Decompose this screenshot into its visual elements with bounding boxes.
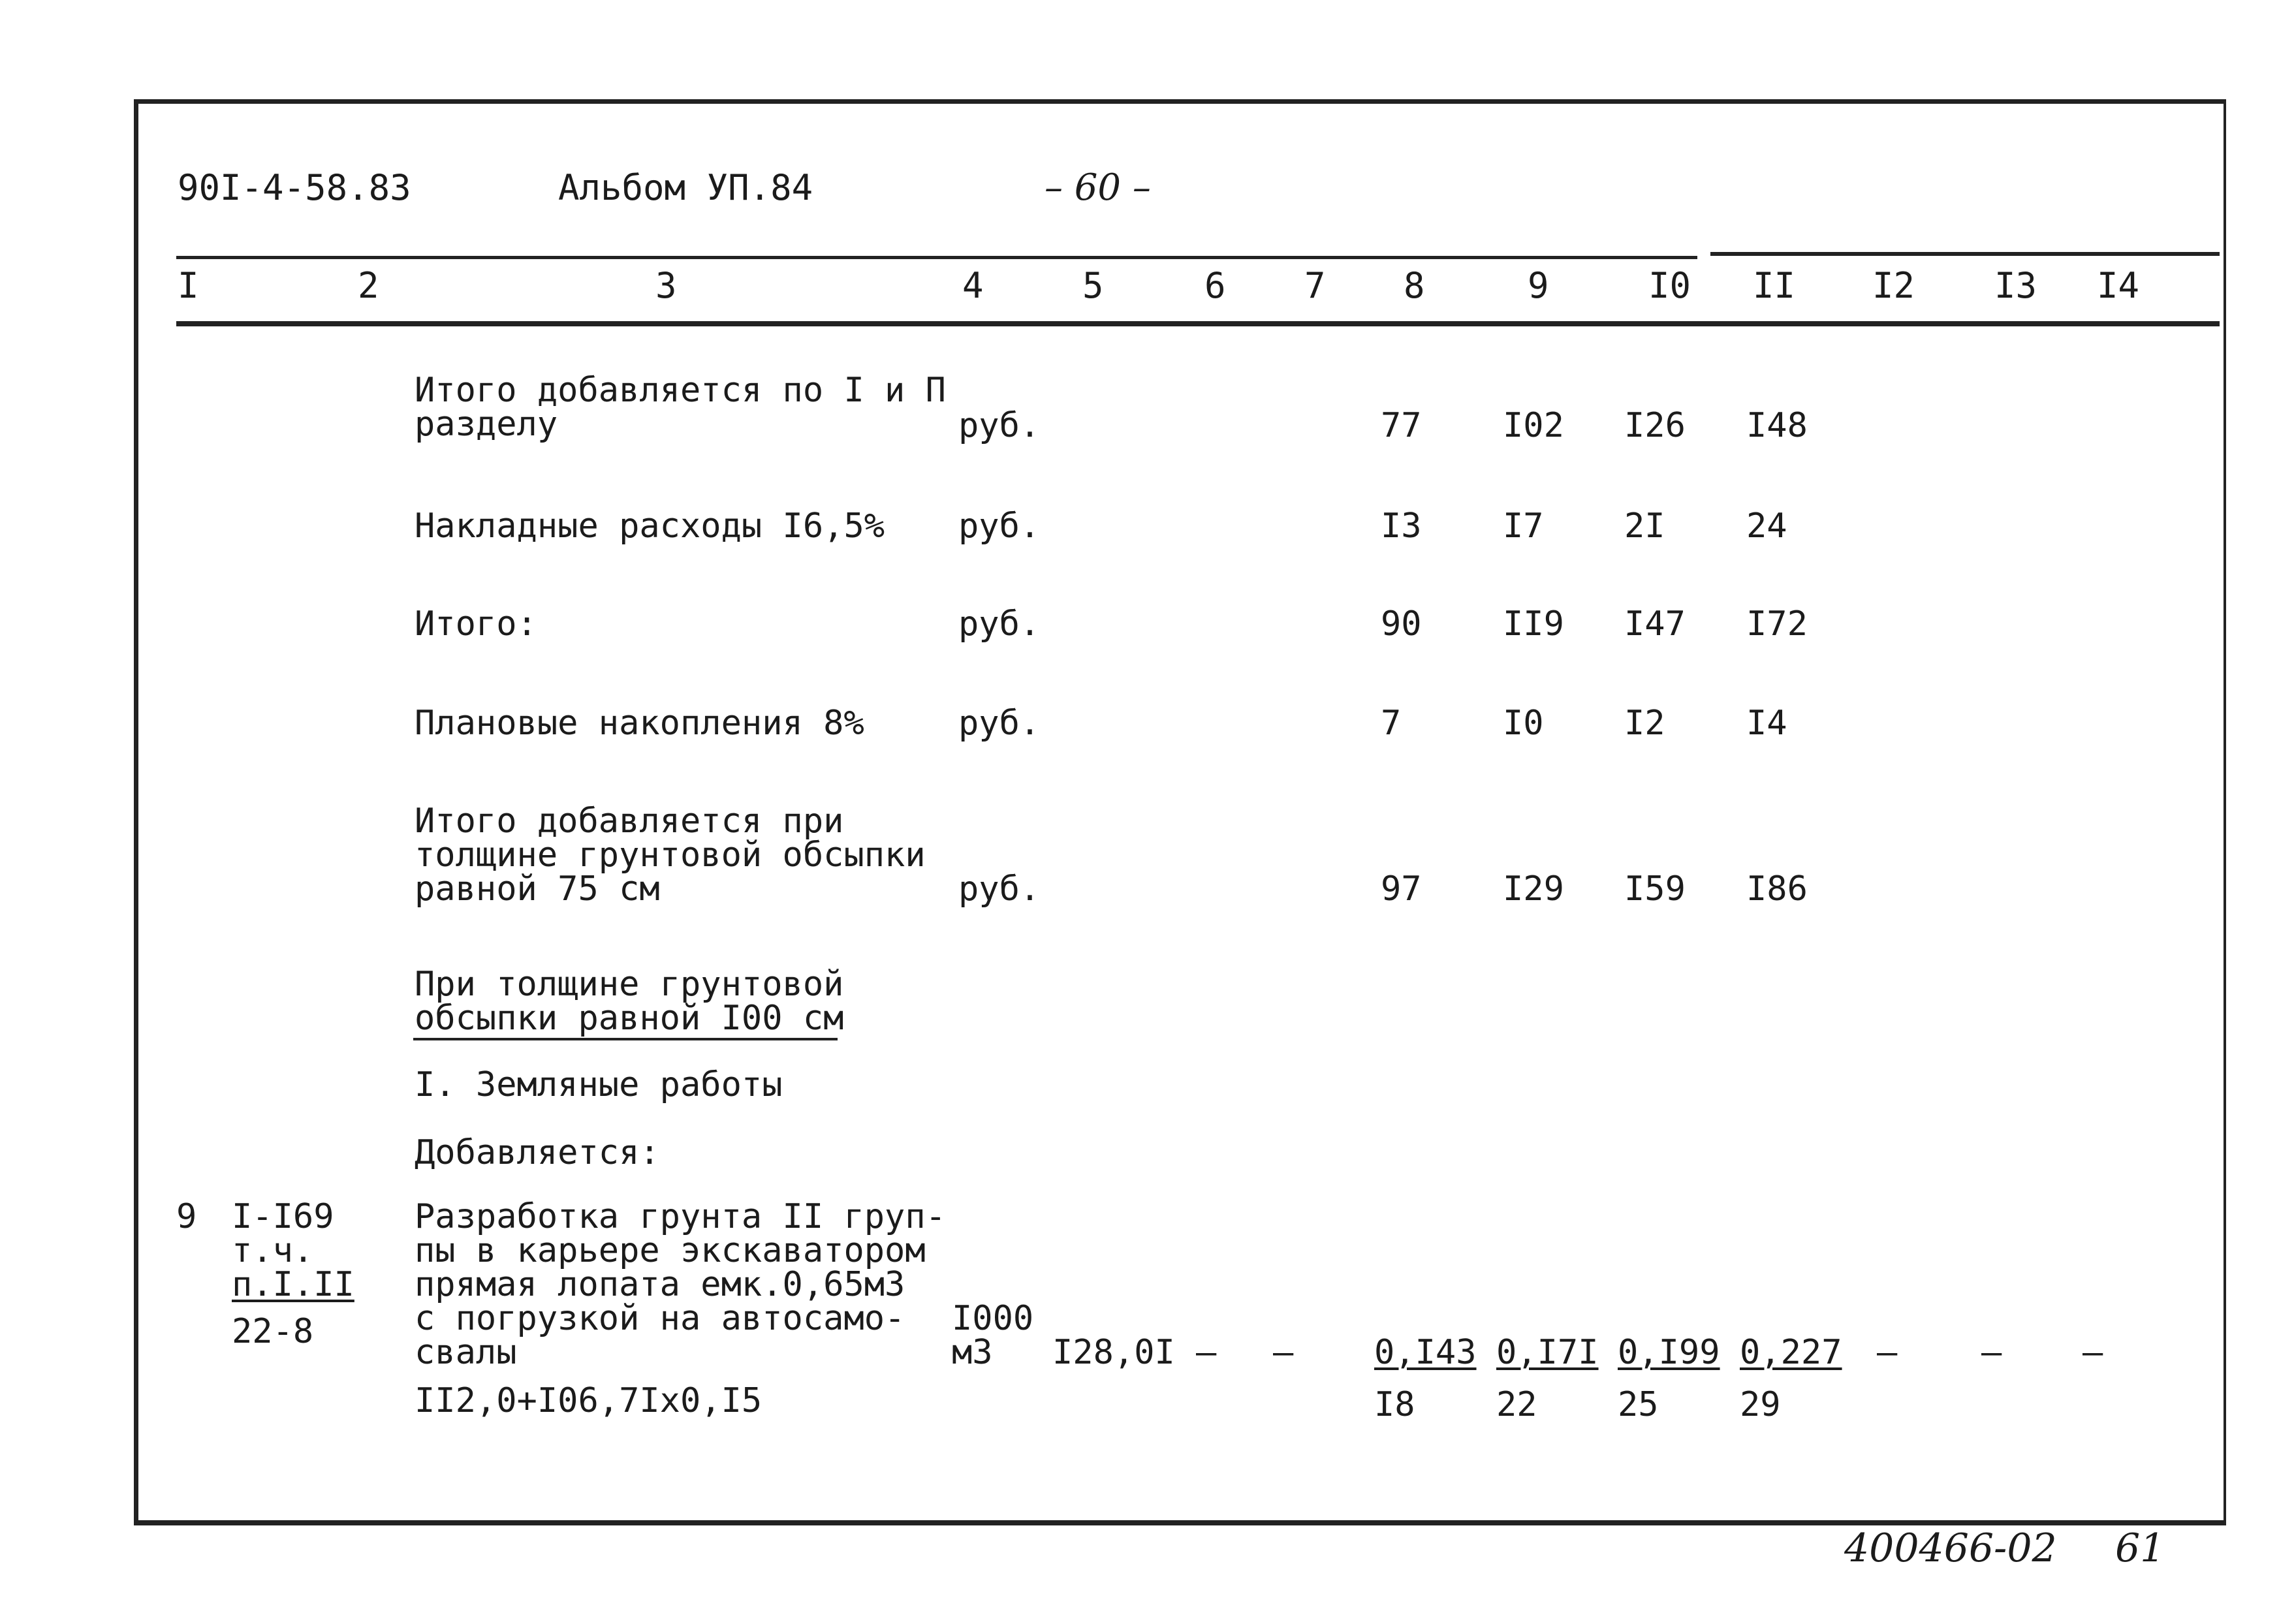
sheet-number: 61 <box>2115 1525 2165 1571</box>
item-number: 9 <box>176 1197 197 1236</box>
row-1-unit: руб. <box>958 406 1041 445</box>
row-4-col10: I2 <box>1624 704 1665 743</box>
row-3-col11: I72 <box>1746 604 1808 644</box>
col-13-header: I3 <box>1994 265 2037 306</box>
col-14-header: I4 <box>2097 265 2140 306</box>
album-label: Альбом УП.84 <box>558 167 813 208</box>
row-2-col8: I3 <box>1381 507 1422 546</box>
item-col6: – <box>1196 1333 1217 1372</box>
item-col10-value: 0,I99 <box>1618 1333 1720 1372</box>
item-col8-total: I8 <box>1374 1385 1415 1424</box>
row-1-col8: 77 <box>1381 406 1422 445</box>
item-formula: II2,0+I06,7Iх0,I5 <box>415 1381 762 1420</box>
item-col5: I28,0I <box>1052 1333 1175 1372</box>
row-3-name: Итого: <box>415 604 537 644</box>
page-number: – 60 – <box>1045 166 1151 209</box>
row-5-col11: I86 <box>1746 869 1808 909</box>
subsection-title: I. Земляные работы <box>415 1065 783 1104</box>
item-ref-2: т.ч. <box>232 1231 314 1270</box>
item-col9-value: 0,I7I <box>1496 1333 1599 1372</box>
item-col10-total: 25 <box>1618 1385 1659 1424</box>
document-code: 90I-4-58.83 <box>178 167 411 208</box>
row-3-unit: руб. <box>958 604 1041 644</box>
row-1-col9: I02 <box>1503 406 1564 445</box>
row-2-col9: I7 <box>1503 507 1544 546</box>
item-col12: – <box>1877 1333 1898 1372</box>
item-col11-total: 29 <box>1740 1385 1781 1424</box>
item-ref-3: п.I.II <box>232 1265 354 1304</box>
item-col9-total: 22 <box>1496 1385 1537 1424</box>
row-5-col9: I29 <box>1503 869 1564 909</box>
item-col13: – <box>1981 1333 2002 1372</box>
row-2-unit: руб. <box>958 507 1041 546</box>
row-4-col11: I4 <box>1746 704 1787 743</box>
row-5-name: Итого добавляется при толщине грунтовой обсыпки равной 75 см <box>415 802 926 909</box>
col-1-header: I <box>178 265 199 306</box>
row-3-col8: 90 <box>1381 604 1422 644</box>
header-rule-top-right <box>1710 252 2220 256</box>
row-1-name: Итого добавляется по I и П разделу <box>415 371 946 444</box>
col-8-header: 8 <box>1404 265 1425 306</box>
row-3-col9: II9 <box>1503 604 1564 644</box>
col-2-header: 2 <box>358 265 379 306</box>
item-name: Разработка грунта II груп- пы в карьере экскаватором прямая лопата емк.0,65м3 с погрузкой на автосамо- свалы <box>415 1197 946 1372</box>
row-4-name: Плановые накопления 8% <box>415 704 864 743</box>
row-4-col8: 7 <box>1381 704 1402 743</box>
col-6-header: 6 <box>1204 265 1226 306</box>
item-col7: – <box>1273 1333 1294 1372</box>
row-2-name: Накладные расходы I6,5% <box>415 507 885 546</box>
header-rule-top-left <box>176 256 1697 259</box>
archive-stamp: 400466-02 <box>1844 1525 2057 1571</box>
row-1-col10: I26 <box>1624 406 1686 445</box>
row-3-col10: I47 <box>1624 604 1686 644</box>
section-heading-underline <box>413 1038 838 1040</box>
row-5-unit: руб. <box>958 869 1041 909</box>
item-ref-1: I-I69 <box>232 1197 334 1236</box>
item-col11-value: 0,227 <box>1740 1333 1842 1372</box>
row-4-col9: I0 <box>1503 704 1544 743</box>
section-heading: При толщине грунтовой обсыпки равной I00 см <box>415 965 844 1038</box>
col-4-header: 4 <box>962 265 984 306</box>
header-rule-bottom <box>176 321 2220 326</box>
item-ref-4: 22-8 <box>232 1312 314 1351</box>
row-4-unit: руб. <box>958 704 1041 743</box>
col-9-header: 9 <box>1528 265 1549 306</box>
row-2-col10: 2I <box>1624 507 1665 546</box>
row-1-col11: I48 <box>1746 406 1808 445</box>
col-12-header: I2 <box>1872 265 1915 306</box>
item-unit-1: I000 <box>952 1299 1034 1338</box>
col-7-header: 7 <box>1304 265 1326 306</box>
item-col14: – <box>2083 1333 2103 1372</box>
col-5-header: 5 <box>1082 265 1104 306</box>
item-unit-2: м3 <box>952 1333 993 1372</box>
item-col8-value: 0,I43 <box>1374 1333 1477 1372</box>
row-5-col8: 97 <box>1381 869 1422 909</box>
col-11-header: II <box>1753 265 1796 306</box>
adds-label: Добавляется: <box>415 1133 660 1172</box>
row-5-col10: I59 <box>1624 869 1686 909</box>
row-2-col11: 24 <box>1746 507 1787 546</box>
col-10-header: I0 <box>1648 265 1691 306</box>
col-3-header: 3 <box>655 265 677 306</box>
